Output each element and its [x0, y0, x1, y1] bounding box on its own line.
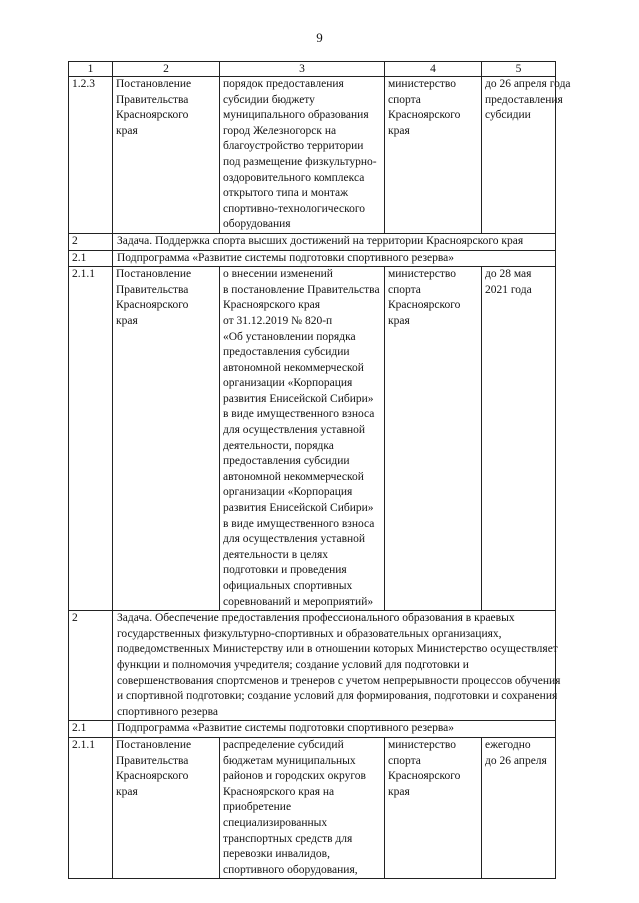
- text-line: в виде имущественного взноса: [223, 408, 375, 421]
- text-line: министерство: [388, 78, 456, 90]
- text-line: перевозки инвалидов,: [223, 848, 330, 861]
- text-line: «Об установлении порядка: [223, 330, 356, 343]
- text-line: и спортивной подготовки; создание условий для формирования, подготовки и сохранения: [117, 690, 558, 703]
- text-line: Постановление: [116, 78, 192, 90]
- section-row: [69, 233, 556, 250]
- section-row: [69, 250, 556, 267]
- table-body: [69, 77, 571, 879]
- text-line: специализированных: [223, 816, 328, 829]
- text-line: город Железногорск на: [223, 124, 337, 137]
- text-line: открытого типа и монтаж: [223, 187, 349, 200]
- section-row: [69, 721, 556, 738]
- section-text: [113, 721, 556, 738]
- text-line: Красноярского: [388, 770, 461, 783]
- section-row: [69, 611, 556, 721]
- text-line: Красноярского: [388, 299, 461, 312]
- text-line: Правительства: [116, 754, 189, 767]
- description-cell: [220, 267, 385, 611]
- legal-act-cell: [113, 267, 220, 611]
- section-text: [113, 611, 561, 721]
- text-line: приобретение: [223, 801, 292, 814]
- text-line: спорта: [388, 754, 421, 767]
- text-line: организации «Корпорация: [223, 377, 353, 390]
- text-line: под размещение физкультурно-: [223, 155, 377, 168]
- table-row: [69, 737, 556, 878]
- text-line: развития Енисейской Сибири»: [223, 392, 374, 405]
- text-line: подготовки и проведения: [223, 564, 347, 577]
- row-number: 2: [69, 233, 113, 250]
- text-line: от 31.12.2019 № 820-п: [223, 314, 333, 327]
- header-col-1: 1: [69, 62, 113, 77]
- text-line: районов и городских округов: [223, 770, 366, 783]
- section-text: [113, 233, 556, 250]
- table-row: [69, 267, 556, 611]
- text-line: спортивного оборудования,: [223, 863, 358, 876]
- text-line: Правительства: [116, 93, 189, 106]
- text-line: предоставления субсидии: [223, 346, 350, 359]
- text-line: государственных физкультурно-спортивных и образовательных организациях,: [117, 627, 502, 640]
- text-line: муниципального образования: [223, 109, 369, 122]
- text-line: до 26 апреля: [485, 754, 547, 767]
- text-line: Красноярского: [388, 109, 461, 122]
- text-line: до 26 апреля года: [485, 78, 571, 90]
- header-row: [69, 62, 556, 77]
- text-line: деятельности, порядка: [223, 439, 334, 452]
- section-text: [113, 250, 556, 267]
- text-line: порядок предоставления: [223, 78, 344, 90]
- row-number: 2: [69, 611, 113, 721]
- text-line: организации «Корпорация: [223, 486, 353, 499]
- text-line: края: [116, 124, 138, 137]
- legal-act-cell: [113, 77, 220, 234]
- text-line: официальных спортивных: [223, 580, 353, 592]
- header-col-5: 5: [482, 62, 556, 77]
- text-line: спорта: [388, 283, 421, 296]
- text-line: развития Енисейской Сибири»: [223, 502, 374, 515]
- text-line: оздоровительного комплекса: [223, 171, 365, 184]
- text-line: для осуществления уставной: [223, 533, 366, 546]
- text-line: Постановление: [116, 268, 192, 281]
- text-line: бюджетам муниципальных: [223, 754, 356, 767]
- text-line: края: [116, 785, 138, 798]
- measures-table: [68, 61, 571, 879]
- text-line: Правительства: [116, 283, 189, 296]
- text-line: соревнований и мероприятий»: [223, 595, 374, 608]
- text-line: края: [388, 785, 410, 798]
- text-line: благоустройство территории: [223, 140, 364, 153]
- text-line: Красноярского края на: [223, 785, 335, 798]
- text-line: Красноярского: [116, 109, 189, 122]
- description-cell: [220, 737, 385, 878]
- text-line: деятельности в целях: [223, 548, 329, 561]
- row-number: 1.2.3: [69, 77, 113, 234]
- header-col-3: 3: [220, 62, 385, 77]
- text-line: оборудования: [223, 218, 291, 231]
- legal-act-cell: [113, 737, 220, 878]
- row-number: 2.1.1: [69, 267, 113, 611]
- text-line: распределение субсидий: [223, 738, 344, 751]
- description-cell: [220, 77, 385, 234]
- text-line: субсидии: [485, 109, 531, 122]
- text-line: подведомственных Министерству или в отношении которых Министерство осуществляет: [117, 643, 558, 656]
- text-line: Постановление: [116, 738, 192, 751]
- text-line: функции и полномочия учредителя; создание условий для подготовки и: [117, 658, 469, 671]
- text-line: министерство: [388, 268, 456, 281]
- text-line: края: [116, 314, 138, 327]
- deadline-cell: [482, 77, 571, 234]
- page-number: 9: [316, 30, 323, 45]
- text-line: 2021 года: [485, 283, 532, 296]
- text-line: Красноярского края: [223, 299, 320, 312]
- responsible-cell: [385, 737, 482, 878]
- responsible-cell: [385, 267, 482, 611]
- text-line: субсидии бюджету: [223, 93, 315, 106]
- text-line: предоставления субсидии: [223, 455, 350, 468]
- text-line: ежегодно: [485, 738, 531, 751]
- text-line: спортивного резерва: [117, 705, 218, 718]
- text-line: для осуществления уставной: [223, 424, 366, 437]
- row-number: 2.1.1: [69, 737, 113, 878]
- text-line: министерство: [388, 738, 456, 751]
- text-line: до 28 мая: [485, 268, 532, 281]
- text-line: спорта: [388, 93, 421, 106]
- deadline-cell: [482, 267, 556, 611]
- text-line: о внесении изменений: [223, 268, 333, 281]
- row-number: 2.1: [69, 250, 113, 267]
- text-line: Подпрограмма «Развитие системы подготовки спортивного резерва»: [117, 722, 454, 735]
- text-line: края: [388, 314, 410, 327]
- text-line: Красноярского: [116, 299, 189, 312]
- text-line: спортивно-технологического: [223, 202, 366, 215]
- text-line: Подпрограмма «Развитие системы подготовки спортивного резерва»: [117, 251, 454, 264]
- table-row: [69, 77, 556, 234]
- text-line: автономной некоммерческой: [223, 361, 364, 374]
- header-col-4: 4: [385, 62, 482, 77]
- text-line: Красноярского: [116, 770, 189, 783]
- text-line: предоставления: [485, 93, 563, 106]
- row-number: 2.1: [69, 721, 113, 738]
- responsible-cell: [385, 77, 482, 234]
- text-line: совершенствования спортсменов и тренеров с учетом непрерывности процессов обучения: [117, 674, 561, 687]
- text-line: Задача. Поддержка спорта высших достижений на территории Красноярского края: [117, 234, 524, 247]
- text-line: автономной некоммерческой: [223, 470, 364, 483]
- header-col-2: 2: [113, 62, 220, 77]
- text-line: Задача. Обеспечение предоставления профессионального образования в краевых: [117, 612, 515, 625]
- text-line: края: [388, 124, 410, 137]
- text-line: в виде имущественного взноса: [223, 517, 375, 530]
- text-line: транспортных средств для: [223, 832, 353, 845]
- deadline-cell: [482, 737, 556, 878]
- text-line: в постановление Правительства: [223, 283, 380, 296]
